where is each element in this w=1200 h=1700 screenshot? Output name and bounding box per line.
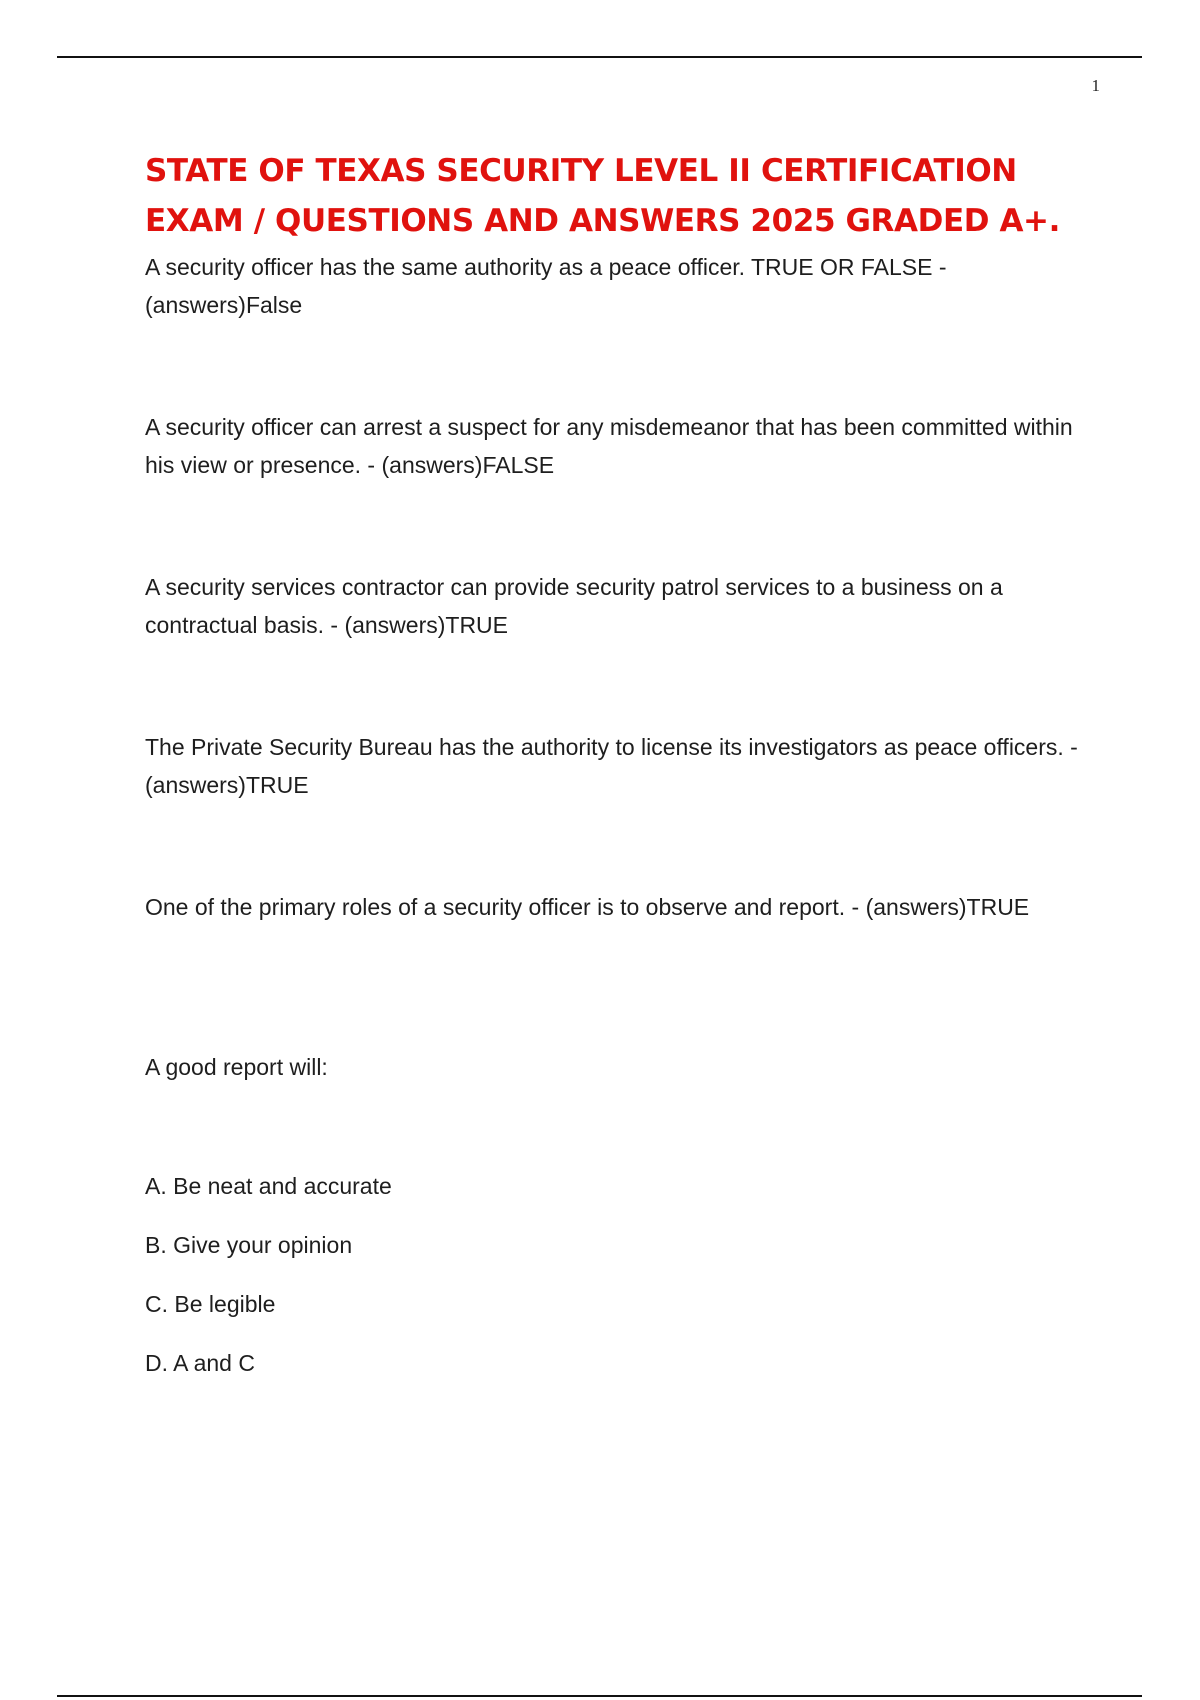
question-prompt: A good report will: xyxy=(145,1054,328,1080)
qa-item-2 xyxy=(145,408,1105,568)
qa-item-4 xyxy=(145,728,1105,888)
document-body xyxy=(145,146,1105,1403)
page-number: 1 xyxy=(1091,76,1100,95)
answer-text: - (answers)TRUE xyxy=(845,894,1029,920)
qa-item-1 xyxy=(145,248,1105,408)
footer-rule xyxy=(57,1695,1142,1697)
answer-text: - (answers)FALSE xyxy=(361,452,554,478)
answer-text: - (answers)False xyxy=(145,254,947,318)
answer-text: - (answers)TRUE xyxy=(145,734,1078,798)
answer-text: - (answers)TRUE xyxy=(324,612,508,638)
option-c: C. Be legible xyxy=(145,1291,276,1317)
document-title: STATE OF TEXAS SECURITY LEVEL II CERTIFICATION EXAM / QUESTIONS AND ANSWERS 2025 GRADED A+. xyxy=(145,153,1060,239)
option-a: A. Be neat and accurate xyxy=(145,1173,392,1199)
qa-item-5 xyxy=(145,888,1105,1048)
header-rule xyxy=(57,56,1142,58)
question-text: A security officer has the same authority as a peace officer. TRUE OR FALSE xyxy=(145,254,933,280)
question-text: One of the primary roles of a security officer is to observe and report. xyxy=(145,894,846,920)
option-b: B. Give your opinion xyxy=(145,1232,353,1258)
qa-item-3 xyxy=(145,568,1105,728)
question-text: A security officer can arrest a suspect for any misdemeanor that has been committed within his view or presence. xyxy=(145,414,1073,478)
question-text: A security services contractor can provide security patrol services to a business on a contractual basis. xyxy=(145,574,1003,638)
question-text: The Private Security Bureau has the authority to license its investigators as peace officers. xyxy=(145,734,1064,760)
option-d: D. A and C xyxy=(145,1350,255,1376)
